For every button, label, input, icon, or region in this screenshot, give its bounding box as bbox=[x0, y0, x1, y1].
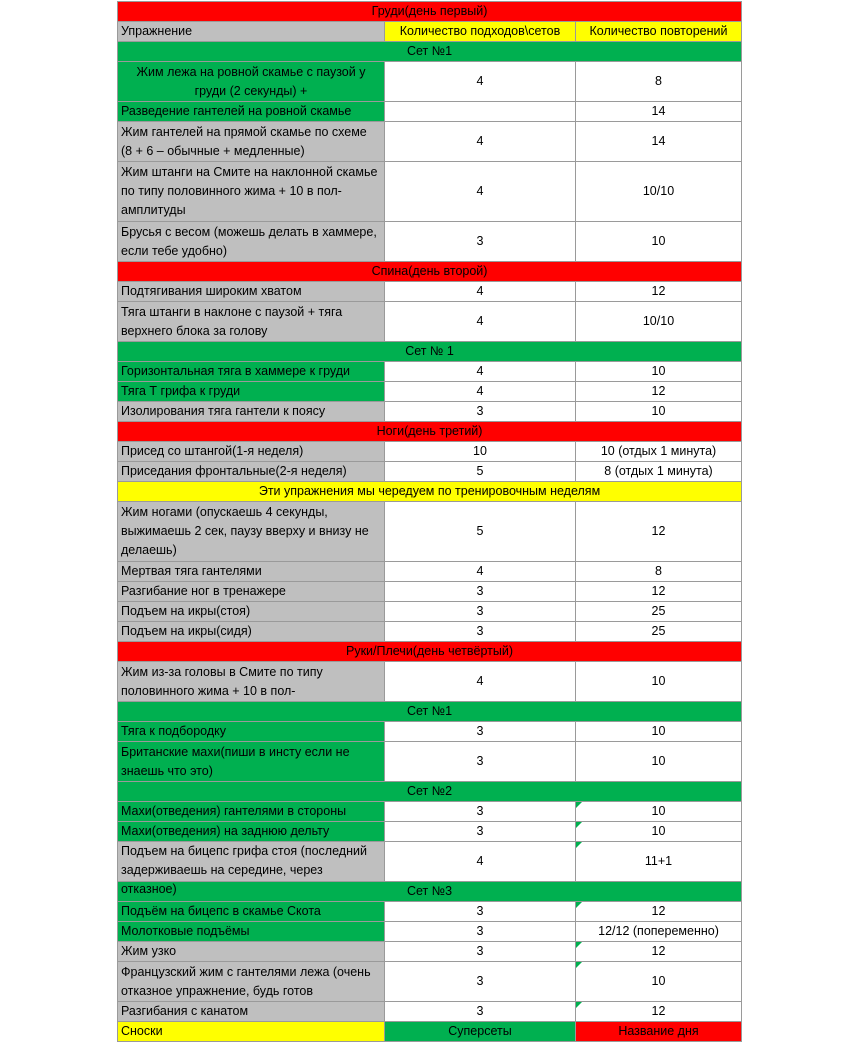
sets-cell[interactable]: 3 bbox=[385, 722, 576, 742]
exercise-row bbox=[118, 222, 742, 262]
sets-cell[interactable]: 3 bbox=[385, 962, 576, 1002]
reps-cell[interactable]: 12 bbox=[576, 1002, 742, 1022]
reps-cell[interactable]: 12 bbox=[576, 282, 742, 302]
exercise-name-cell[interactable]: Жим ногами (опускаешь 4 секунды, выжимаешь 2 сек, паузу вверху и внизу не делаешь) bbox=[118, 502, 385, 562]
reps-cell[interactable]: 25 bbox=[576, 602, 742, 622]
sets-cell[interactable]: 4 bbox=[385, 62, 576, 102]
sets-cell[interactable]: 3 bbox=[385, 1002, 576, 1022]
section-row bbox=[118, 262, 742, 282]
exercise-name-cell[interactable]: Разгибание ног в тренажере bbox=[118, 582, 385, 602]
reps-cell[interactable]: 12 bbox=[576, 382, 742, 402]
exercise-row bbox=[118, 922, 742, 942]
exercise-row bbox=[118, 102, 742, 122]
exercise-row bbox=[118, 582, 742, 602]
workout-table-body bbox=[118, 2, 742, 1022]
sets-cell[interactable]: 4 bbox=[385, 842, 576, 882]
exercise-name-cell[interactable]: Горизонтальная тяга в хаммере к груди bbox=[118, 362, 385, 382]
exercise-row bbox=[118, 822, 742, 842]
reps-cell[interactable]: 14 bbox=[576, 122, 742, 162]
exercise-name-cell[interactable] bbox=[118, 842, 385, 896]
sets-cell[interactable]: 3 bbox=[385, 902, 576, 922]
exercise-name-cell[interactable]: Жим штанги на Смите на наклонной скамье по типу половинного жима + 10 в пол-амплитуды bbox=[118, 162, 385, 222]
exercise-name-cell[interactable]: Жим гантелей на прямой скамье по схеме (8 + 6 – обычные + медленные) bbox=[118, 122, 385, 162]
sets-cell[interactable]: 4 bbox=[385, 382, 576, 402]
reps-cell[interactable]: 10/10 bbox=[576, 162, 742, 222]
section-title[interactable]: Ноги(день третий) bbox=[118, 422, 742, 442]
exercise-name-cell[interactable]: Махи(отведения) гантелями в стороны bbox=[118, 802, 385, 822]
exercise-row bbox=[118, 602, 742, 622]
section-title[interactable]: Сет №1 bbox=[118, 42, 742, 62]
section-title[interactable]: Эти упражнения мы чередуем по тренировочным неделям bbox=[118, 482, 742, 502]
sets-cell[interactable]: 3 bbox=[385, 582, 576, 602]
exercise-row bbox=[118, 942, 742, 962]
exercise-name-cell[interactable]: Разведение гантелей на ровной скамье bbox=[118, 102, 385, 122]
reps-cell[interactable]: 25 bbox=[576, 622, 742, 642]
exercise-name-cell[interactable]: Приседания фронтальные(2-я неделя) bbox=[118, 462, 385, 482]
exercise-name-cell[interactable]: Жим лежа на ровной скамье с паузой у груди (2 секунды) + bbox=[118, 62, 385, 102]
header-exercise[interactable]: Упражнение bbox=[118, 22, 385, 42]
sets-cell[interactable]: 5 bbox=[385, 502, 576, 562]
reps-cell[interactable]: 10 bbox=[576, 222, 742, 262]
exercise-row bbox=[118, 742, 742, 782]
legend-row bbox=[118, 1022, 742, 1042]
section-title[interactable]: Сет №1 bbox=[118, 702, 742, 722]
reps-cell[interactable]: 8 (отдых 1 минута) bbox=[576, 462, 742, 482]
section-row bbox=[118, 642, 742, 662]
sets-cell[interactable]: 3 bbox=[385, 922, 576, 942]
reps-cell[interactable]: 10 bbox=[576, 962, 742, 1002]
reps-cell[interactable]: 10 bbox=[576, 402, 742, 422]
exercise-name-cell[interactable]: Тяга штанги в наклоне с паузой + тяга верхнего блока за голову bbox=[118, 302, 385, 342]
sets-cell[interactable]: 4 bbox=[385, 562, 576, 582]
sets-cell[interactable]: 4 bbox=[385, 282, 576, 302]
section-row bbox=[118, 782, 742, 802]
reps-cell[interactable]: 8 bbox=[576, 62, 742, 102]
exercise-row bbox=[118, 562, 742, 582]
exercise-name-cell[interactable]: Подтягивания широким хватом bbox=[118, 282, 385, 302]
workout-table bbox=[117, 1, 742, 1042]
section-title[interactable]: Сет №3 bbox=[118, 882, 742, 902]
reps-cell[interactable]: 8 bbox=[576, 562, 742, 582]
exercise-row bbox=[118, 62, 742, 102]
section-row bbox=[118, 482, 742, 502]
section-title[interactable]: Спина(день второй) bbox=[118, 262, 742, 282]
exercise-row bbox=[118, 622, 742, 642]
reps-cell[interactable]: 10 bbox=[576, 802, 742, 822]
exercise-name-cell[interactable]: Присед со штангой(1-я неделя) bbox=[118, 442, 385, 462]
exercise-name-cell[interactable]: Британские махи(пиши в инсту если не знаешь что это) bbox=[118, 742, 385, 782]
sets-cell[interactable]: 4 bbox=[385, 162, 576, 222]
reps-cell[interactable]: 10 bbox=[576, 742, 742, 782]
exercise-name-cell[interactable]: Жим из-за головы в Смите по типу половинного жима + 10 в пол- bbox=[118, 662, 385, 702]
exercise-row bbox=[118, 1002, 742, 1022]
reps-cell[interactable]: 12 bbox=[576, 582, 742, 602]
legend-footnotes[interactable]: Сноски bbox=[118, 1022, 385, 1042]
exercise-row bbox=[118, 902, 742, 922]
section-row bbox=[118, 422, 742, 442]
exercise-row bbox=[118, 462, 742, 482]
exercise-name-cell[interactable]: Мертвая тяга гантелями bbox=[118, 562, 385, 582]
exercise-row bbox=[118, 362, 742, 382]
sets-cell[interactable]: 4 bbox=[385, 122, 576, 162]
exercise-name-cell[interactable]: Подъем на икры(сидя) bbox=[118, 622, 385, 642]
exercise-row bbox=[118, 162, 742, 222]
sets-cell[interactable]: 3 bbox=[385, 402, 576, 422]
exercise-row bbox=[118, 402, 742, 422]
reps-cell[interactable]: 10 (отдых 1 минута) bbox=[576, 442, 742, 462]
reps-cell[interactable]: 10/10 bbox=[576, 302, 742, 342]
exercise-name-cell[interactable]: Подъём на бицепс в скамье Скота bbox=[118, 902, 385, 922]
exercise-name-cell[interactable]: Разгибания с канатом bbox=[118, 1002, 385, 1022]
sets-cell[interactable]: 3 bbox=[385, 622, 576, 642]
legend-supersets[interactable]: Суперсеты bbox=[385, 1022, 576, 1042]
sets-cell[interactable] bbox=[385, 102, 576, 122]
sets-cell[interactable]: 4 bbox=[385, 362, 576, 382]
reps-cell[interactable]: 11+1 bbox=[576, 842, 742, 882]
exercise-name-cell[interactable]: Подъем на икры(стоя) bbox=[118, 602, 385, 622]
exercise-row bbox=[118, 382, 742, 402]
exercise-row bbox=[118, 722, 742, 742]
exercise-row bbox=[118, 662, 742, 702]
exercise-name-cell[interactable]: Французский жим с гантелями лежа (очень отказное упражнение, будь готов bbox=[118, 962, 385, 1002]
section-title[interactable]: Руки/Плечи(день четвёртый) bbox=[118, 642, 742, 662]
sets-cell[interactable]: 4 bbox=[385, 302, 576, 342]
exercise-row bbox=[118, 842, 742, 882]
section-row bbox=[118, 702, 742, 722]
reps-cell[interactable]: 12 bbox=[576, 942, 742, 962]
sets-cell[interactable]: 3 bbox=[385, 822, 576, 842]
exercise-name-cell[interactable]: Тяга к подбородку bbox=[118, 722, 385, 742]
section-row bbox=[118, 342, 742, 362]
exercise-name-cell[interactable]: Тяга Т грифа к груди bbox=[118, 382, 385, 402]
sets-cell[interactable]: 3 bbox=[385, 802, 576, 822]
exercise-row bbox=[118, 502, 742, 562]
section-title[interactable]: Сет № 1 bbox=[118, 342, 742, 362]
exercise-row bbox=[118, 122, 742, 162]
reps-cell[interactable]: 14 bbox=[576, 102, 742, 122]
exercise-name-cell[interactable]: Брусья с весом (можешь делать в хаммере, если тебе удобно) bbox=[118, 222, 385, 262]
exercise-name-cell[interactable]: Жим узко bbox=[118, 942, 385, 962]
legend-day-name[interactable]: Название дня bbox=[576, 1022, 742, 1042]
section-row bbox=[118, 42, 742, 62]
sets-cell[interactable]: 3 bbox=[385, 742, 576, 782]
sets-cell[interactable]: 3 bbox=[385, 602, 576, 622]
exercise-row bbox=[118, 282, 742, 302]
sets-cell[interactable]: 5 bbox=[385, 462, 576, 482]
exercise-row bbox=[118, 302, 742, 342]
sets-cell[interactable]: 3 bbox=[385, 222, 576, 262]
exercise-name-cell[interactable]: Молотковые подъёмы bbox=[118, 922, 385, 942]
reps-cell[interactable]: 12 bbox=[576, 502, 742, 562]
exercise-row bbox=[118, 442, 742, 462]
reps-cell[interactable]: 10 bbox=[576, 662, 742, 702]
sets-cell[interactable]: 10 bbox=[385, 442, 576, 462]
day-title[interactable]: Груди(день первый) bbox=[118, 2, 742, 22]
reps-cell[interactable]: 10 bbox=[576, 822, 742, 842]
header-reps[interactable]: Количество повторений bbox=[576, 22, 742, 42]
exercise-name: Подъем на бицепс грифа стоя (последний задерживаешь на середине, через отказное) bbox=[121, 844, 367, 896]
section-title[interactable]: Сет №2 bbox=[118, 782, 742, 802]
reps-cell[interactable]: 12/12 (попеременно) bbox=[576, 922, 742, 942]
header-sets[interactable]: Количество подходов\сетов bbox=[385, 22, 576, 42]
reps-cell[interactable]: 10 bbox=[576, 362, 742, 382]
exercise-name-cell[interactable]: Изолирования тяга гантели к поясу bbox=[118, 402, 385, 422]
exercise-name-cell[interactable]: Махи(отведения) на заднюю дельту bbox=[118, 822, 385, 842]
header-row bbox=[118, 22, 742, 42]
exercise-row bbox=[118, 802, 742, 822]
exercise-row bbox=[118, 962, 742, 1002]
sets-cell[interactable]: 3 bbox=[385, 942, 576, 962]
title-row bbox=[118, 2, 742, 22]
reps-cell[interactable]: 12 bbox=[576, 902, 742, 922]
section-row bbox=[118, 882, 742, 902]
reps-cell[interactable]: 10 bbox=[576, 722, 742, 742]
sets-cell[interactable]: 4 bbox=[385, 662, 576, 702]
